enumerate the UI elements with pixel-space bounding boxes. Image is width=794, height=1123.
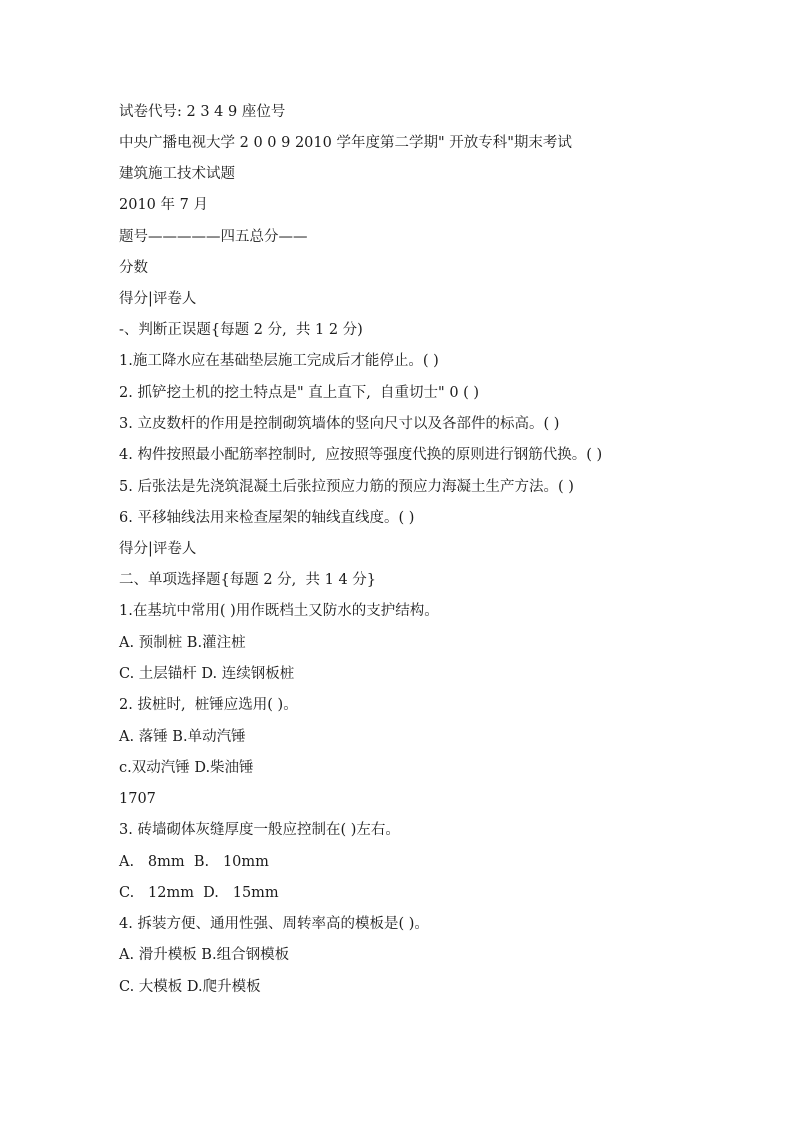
question-item: 6. 平移轴线法用来检查屋架的轴线直线度。( ) — [119, 510, 415, 526]
university-exam-title: 中央广播电视大学 2 0 0 9 2010 学年度第二学期" 开放专科"期末考试 — [119, 135, 572, 151]
exam-date: 2010 年 7 月 — [119, 197, 208, 213]
course-title: 建筑施工技术试题 — [119, 166, 235, 182]
question-item: 3. 立皮数杆的作用是控制砌筑墙体的竖向尺寸以及各部件的标高。( ) — [119, 416, 560, 432]
section-1-heading: -、判断正误题{每题 2 分, 共 1 2 分) — [119, 322, 363, 338]
answer-option: A. 落锤 B.单动汽锤 — [119, 729, 246, 745]
answer-option: A. 8mm B. 10mm — [119, 854, 269, 870]
question-item: 1.施工降水应在基础垫层施工完成后才能停止。( ) — [119, 353, 439, 369]
exam-code-line: 试卷代号: 2 3 4 9 座位号 — [119, 104, 286, 120]
score-row-label: 分数 — [119, 260, 148, 276]
question-item: 1.在基坑中常用( )用作既档土又防水的支护结构。 — [119, 603, 439, 619]
grader-box-2: 得分|评卷人 — [119, 541, 197, 557]
grader-box-1: 得分|评卷人 — [119, 291, 197, 307]
question-item: 3. 砖墙砌体灰缝厚度一般应控制在( )左右。 — [119, 822, 400, 838]
answer-option: C. 土层锚杆 D. 连续钢板桩 — [119, 666, 295, 682]
section-2-heading: 二、单项选择题{每题 2 分, 共 1 4 分} — [119, 572, 376, 588]
answer-option: C. 12mm D. 15mm — [119, 885, 279, 901]
answer-option: C. 大模板 D.爬升模板 — [119, 979, 261, 995]
answer-option: A. 预制桩 B.灌注桩 — [119, 635, 246, 651]
answer-option: c.双动汽锤 D.柴油锤 — [119, 760, 254, 776]
question-item: 2. 拔桩时, 桩锤应选用( )。 — [119, 697, 298, 713]
question-item: 4. 构件按照最小配筋率控制时, 应按照等强度代换的原则进行钢筋代换。( ) — [119, 447, 603, 463]
question-item: 4. 拆装方便、通用性强、周转率高的模板是( )。 — [119, 916, 429, 932]
question-item: 5. 后张法是先浇筑混凝土后张拉预应力筋的预应力海凝土生产方法。( ) — [119, 479, 574, 495]
score-table-header: 题号—————四五总分—— — [119, 229, 308, 245]
question-item: 2. 抓铲挖土机的挖土特点是" 直上直下, 自重切士" 0 ( ) — [119, 385, 480, 401]
answer-option: A. 滑升模板 B.组合钢模板 — [119, 947, 290, 963]
page-code: 1707 — [119, 791, 156, 807]
